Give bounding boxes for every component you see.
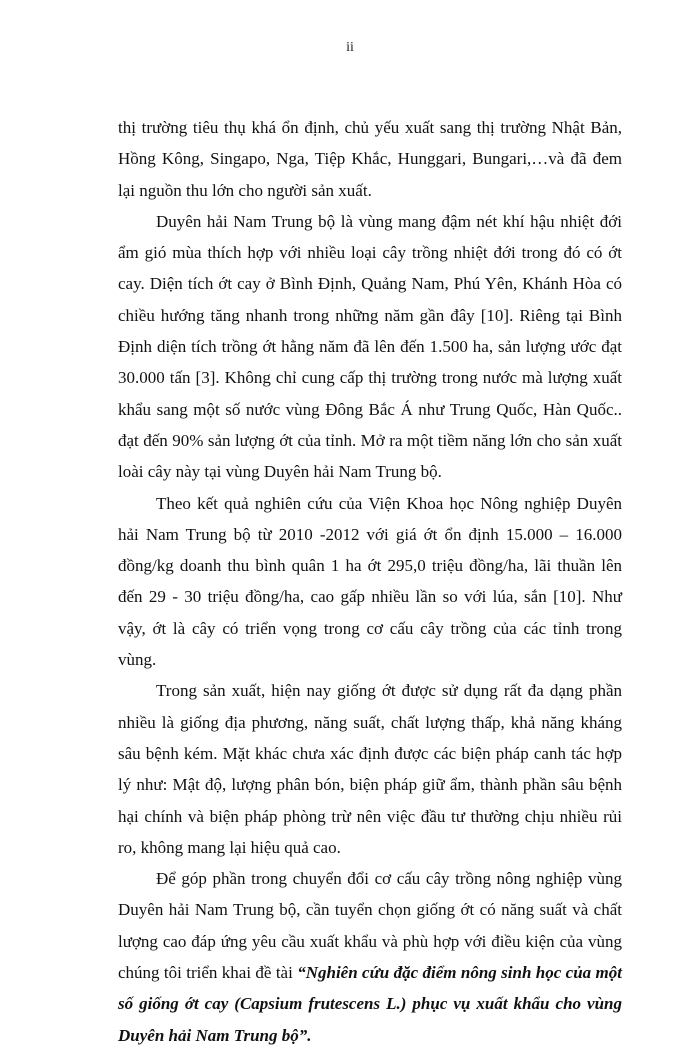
research-title: “Nghiên cứu đặc điểm nông sinh học của một số giống ớt cay (Capsium frutescens L.) phục vụ xuất khẩu cho vùng Duyên hải Nam Trung bộ”. <box>118 963 623 1045</box>
page-number: ii <box>346 40 354 55</box>
paragraph-2: Duyên hải Nam Trung bộ là vùng mang đậm nét khí hậu nhiệt đới ẩm gió mùa thích hợp với nhiều loại cây trồng nhiệt đới trong đó có ớt cay. Diện tích ớt cay ở Bình Định, Quảng Nam, Phú Yên, Khánh Hòa có chiều hướng tăng nhanh trong những năm gần đây [10]. Riêng tại Bình Định diện tích trồng ớt hằng năm đã lên đến 1.500 ha, sản lượng ước đạt 30.000 tấn [3]. Không chỉ cung cấp thị trường trong nước mà lượng xuất khẩu sang một số nước vùng Đông Bắc Á như Trung Quốc, Hàn Quốc.. đạt đến 90% sản lượng ớt của tỉnh. Mở ra một tiềm năng lớn cho sản xuất loài cây này tại vùng Duyên hải Nam Trung bộ. <box>118 211 622 482</box>
paragraph-5 <box>118 863 622 1051</box>
paragraph-3: Theo kết quả nghiên cứu của Viện Khoa học Nông nghiệp Duyên hải Nam Trung bộ từ 2010 -2012 với giá ớt ổn định 15.000 – 16.000 đồng/kg doanh thu bình quân 1 ha ớt 295,0 triệu đồng/ha, lãi thuần lên đến 29 - 30 triệu đồng/ha, cao gấp nhiều lần so với lúa, sắn [10]. Như vậy, ớt là cây có triển vọng trong cơ cấu cây trồng của các tỉnh trong vùng. <box>118 493 622 670</box>
paragraph-5-lead: Để góp phần trong chuyển đổi cơ cấu cây trồng nông nghiệp vùng Duyên hải Nam Trung bộ, cần tuyển chọn giống ớt có năng suất và chất lượng cao đáp ứng yêu cầu xuất khẩu và phù hợp với điều kiện của vùng chúng tôi triển khai đề tài <box>118 869 622 983</box>
paragraph-1: thị trường tiêu thụ khá ổn định, chủ yếu xuất sang thị trường Nhật Bản, Hồng Kông, Singapo, Nga, Tiệp Khắc, Hunggari, Bungari,…và đã đem lại nguồn thu lớn cho người sản xuất. <box>118 118 622 200</box>
body-text <box>118 112 622 1051</box>
paragraph-4: Trong sản xuất, hiện nay giống ớt được sử dụng rất đa dạng phần nhiều là giống địa phương, năng suất, chất lượng thấp, khả năng kháng sâu bệnh kém. Mặt khác chưa xác định được các biện pháp canh tác hợp lý như: Mật độ, lượng phân bón, biện pháp giữ ẩm, thành phần sâu bệnh hại chính và biện pháp phòng trừ nên việc đầu tư thường chịu nhiều rủi ro, không mang lại hiệu quả cao. <box>118 681 622 857</box>
